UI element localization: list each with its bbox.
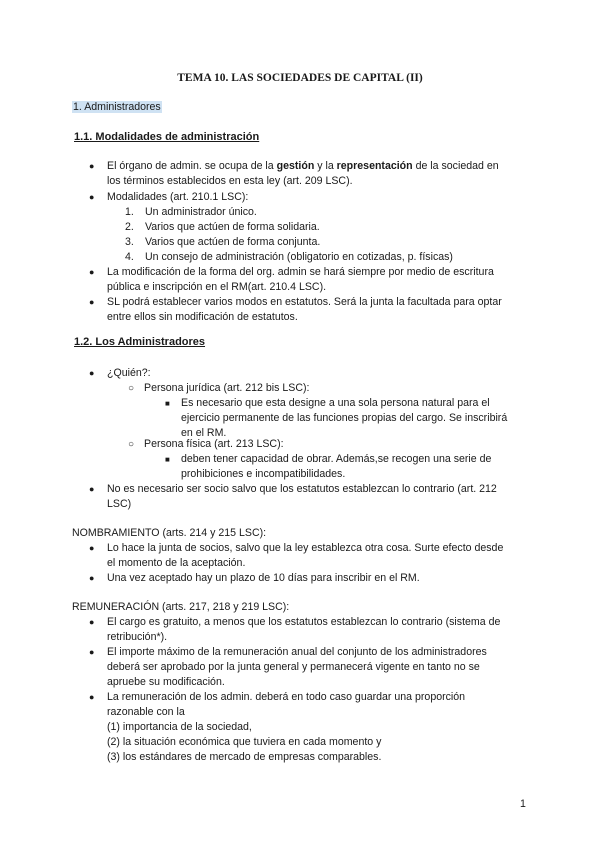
list-text: Varios que actúen de forma conjunta. (145, 236, 321, 248)
juridica-line3: en el RM. (181, 427, 227, 439)
bullet-junta-socios-line2: el momento de la aceptación. (107, 557, 246, 569)
bullet-importe-maximo: ● El importe máximo de la remuneración anual del conjunto de los administradores (107, 645, 487, 660)
sub-bullet-persona-fisica: ○ Persona física (art. 213 LSC): (144, 437, 284, 452)
list-item (125, 235, 321, 250)
list-text: Varios que actúen de forma solidaria. (145, 221, 320, 233)
bullet-proporcion-line3: (1) importancia de la sociedad, (107, 721, 252, 733)
bullet-cargo-gratuito-line2: retribución*). (107, 631, 168, 643)
nombramiento-heading: NOMBRAMIENTO (arts. 214 y 215 LSC): (72, 527, 267, 539)
page-number: 1 (520, 798, 526, 810)
bullet-text: de la sociedad en (412, 160, 499, 172)
list-item (125, 250, 453, 265)
bullet-plazo-inscripcion: ● Una vez aceptado hay un plazo de 10 días para inscribir en el RM. (107, 571, 420, 586)
highlighted-section-title: 1. Administradores (73, 101, 161, 113)
bullet-proporcion: ● La remuneración de los admin. deberá en todo caso guardar una proporción (107, 690, 465, 705)
list-number: 3. (125, 236, 134, 248)
sub-sub-bullet-juridica: ■ Es necesario que esta designe a una sola persona natural para el (181, 396, 490, 411)
bullet-modificacion: ● La modificación de la forma del org. admin se hará siempre por medio de escritura (107, 265, 494, 280)
bullet-proporcion-line5: (3) los estándares de mercado de empresas comparables. (107, 751, 382, 763)
bullet-modificacion-line2: pública e inscripción en el RM(art. 210.4 LSC). (107, 281, 327, 293)
bullet-gestion (107, 159, 499, 174)
bullet-gestion-line2: los términos establecidos en esta ley (art. 209 LSC). (107, 175, 353, 187)
bullet-importe-maximo-line3: apruebe su modificación. (107, 676, 225, 688)
sub-bullet-persona-juridica: ○ Persona jurídica (art. 212 bis LSC): (144, 381, 309, 396)
list-number: 2. (125, 221, 134, 233)
section-heading-administradores (72, 100, 162, 115)
bullet-socio: ● No es necesario ser socio salvo que los estatutos establezcan lo contrario (art. 212 (107, 482, 497, 497)
fisica-line2: prohibiciones e incompatibilidades. (181, 468, 346, 480)
remuneracion-heading: REMUNERACIÓN (arts. 217, 218 y 219 LSC): (72, 601, 290, 613)
bullet-socio-line2: LSC) (107, 498, 132, 510)
bullet-proporcion-line4: (2) la situación económica que tuviera en cada momento y (107, 736, 382, 748)
bullet-quien: ● ¿Quién?: (107, 366, 151, 381)
bullet-junta-socios: ● Lo hace la junta de socios, salvo que la ley establezca otra cosa. Surte efecto desde (107, 541, 503, 556)
bold-term-gestion: gestión (276, 160, 315, 172)
bold-term-representacion: representación (336, 160, 413, 172)
juridica-line2: ejercicio permanente de las funciones propias del cargo. Se inscribirá (181, 412, 508, 424)
bullet-text: y la (314, 160, 337, 172)
bullet-cargo-gratuito: ● El cargo es gratuito, a menos que los estatutos establezcan lo contrario (sistema de (107, 615, 500, 630)
list-number: 1. (125, 206, 134, 218)
bullet-importe-maximo-line2: deberá ser aprobado por la junta general y permanecerá vigente en tanto no se (107, 661, 480, 673)
list-number: 4. (125, 251, 134, 263)
subsection-heading-administradores: 1.2. Los Administradores (74, 336, 206, 348)
list-text: Un administrador único. (145, 206, 257, 218)
bullet-sl-modos-line2: entre ellos sin modificación de estatutos. (107, 311, 298, 323)
sub-sub-bullet-fisica: ■ deben tener capacidad de obrar. Además,se recogen una serie de (181, 452, 491, 467)
bullet-text: El órgano de admin. se ocupa de la (107, 160, 277, 172)
list-item (125, 205, 257, 220)
subsection-heading-modalidades: 1.1. Modalidades de administración (74, 131, 260, 143)
bullet-proporcion-line2: razonable con la (107, 706, 185, 718)
bullet-sl-modos: ● SL podrá establecer varios modos en estatutos. Será la junta la facultada para optar (107, 295, 502, 310)
list-text: Un consejo de administración (obligatorio en cotizadas, p. físicas) (145, 251, 453, 263)
list-item (125, 220, 320, 235)
document-title: TEMA 10. LAS SOCIEDADES DE CAPITAL (II) (177, 72, 423, 84)
bullet-modalidades: ● Modalidades (art. 210.1 LSC): (107, 190, 248, 205)
